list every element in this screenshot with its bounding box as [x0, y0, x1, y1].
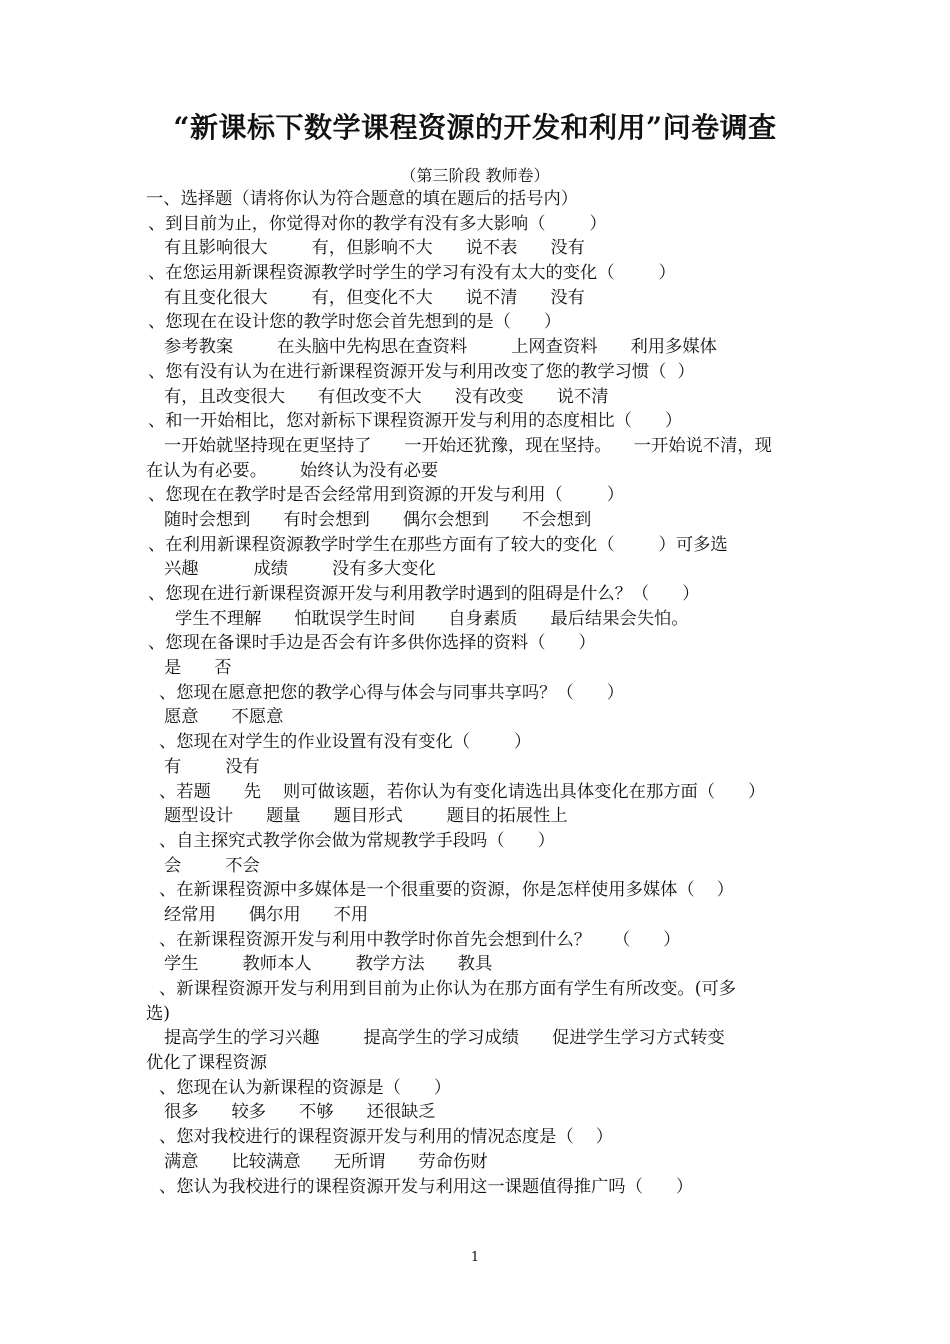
answer-options: 是 否	[164, 658, 232, 679]
answer-options: 兴趣 成绩 没有多大变化	[164, 559, 436, 580]
question-text: 、到目前为止，你觉得对你的教学有没有多大影响（ ）	[148, 213, 607, 234]
answer-options: 参考教案 在头脑中先构思在查资料 上网查资料 利用多媒体	[164, 337, 717, 358]
answer-options: 愿意 不愿意	[164, 707, 284, 728]
question-text: 、若题 先 则可做该题，若你认为有变化请选出具体变化在那方面（ ）	[148, 781, 766, 802]
answer-options: 有且变化很大 有，但变化不大 说不清 没有	[164, 287, 585, 308]
answer-options: 随时会想到 有时会想到 偶尔会想到 不会想到	[164, 509, 592, 530]
answer-options: 一开始就坚持现在更坚持了 一开始还犹豫，现在坚持。 一开始说不清，现	[164, 435, 772, 456]
question-list	[146, 212, 816, 1200]
question-text: 、您对我校进行的课程资源开发与利用的情况态度是（ ）	[148, 1127, 613, 1148]
answer-options: 学生 教师本人 教学方法 教具	[164, 954, 493, 975]
question-text: 、新课程资源开发与利用到目前为止你认为在那方面有学生有所改变。(可多	[148, 979, 737, 999]
question-text: 、和一开始相比，您对新标下课程资源开发与利用的态度相比（ ）	[148, 411, 683, 432]
answer-options: 经常用 偶尔用 不用	[164, 904, 369, 925]
answer-options: 很多 较多 不够 还很缺乏	[164, 1102, 436, 1123]
question-text: 、您现在进行新课程资源开发与利用教学时遇到的阻碍是什么？（ ）	[148, 584, 700, 604]
question-text: 、您现在愿意把您的教学心得与体会与同事共享吗？（ ）	[148, 682, 624, 703]
question-text: 、您认为我校进行的课程资源开发与利用这一课题值得推广吗（ ）	[148, 1176, 694, 1197]
question-text: 、自主探究式教学你会做为常规教学手段吗（ ）	[148, 830, 555, 851]
question-text: 、您现在备课时手边是否会有许多供你选择的资料（ ）	[148, 633, 596, 654]
question-text: 、您现在认为新课程的资源是（ ）	[148, 1077, 452, 1098]
question-text: 、您现在在设计您的教学时您会首先想到的是（ ）	[148, 312, 562, 333]
answer-options: 提高学生的学习兴趣 提高学生的学习成绩 促进学生学习方式转变	[164, 1028, 725, 1049]
answer-options: 有 没有	[164, 756, 260, 777]
document-title: “新课标下数学课程资源的开发和利用”问卷调查	[173, 111, 777, 144]
answer-options: 题型设计 题量 题目形式 题目的拓展性上	[164, 806, 568, 827]
answer-options-continued: 优化了课程资源	[146, 1053, 267, 1074]
question-text: 、您现在在教学时是否会经常用到资源的开发与利用（ ）	[148, 485, 624, 506]
section-heading: 一、选择题（请将你认为符合题意的填在题后的括号内）	[146, 189, 579, 209]
question-text: 、在新课程资源中多媒体是一个很重要的资源，你是怎样使用多媒体（ ）	[148, 880, 734, 901]
document-subtitle: （第三阶段 教师卷）	[400, 166, 550, 185]
question-text: 、在新课程资源开发与利用中教学时你首先会想到什么？ （ ）	[148, 929, 681, 950]
question-text-continued: 选)	[146, 1003, 171, 1024]
question-text: 、您有没有认为在进行新课程资源开发与利用改变了您的教学习惯（ ）	[148, 361, 695, 382]
page-number: 1	[470, 1250, 480, 1265]
answer-options: 有，且改变很大 有但改变不大 没有改变 说不清	[164, 386, 609, 407]
question-text: 、在利用新课程资源教学时学生在那些方面有了较大的变化（ ）可多选	[148, 534, 728, 555]
answer-options: 有且影响很大 有，但影响不大 说不表 没有	[164, 238, 585, 259]
answer-options: 会 不会	[164, 855, 260, 876]
question-text: 、在您运用新课程资源教学时学生的学习有没有太大的变化（ ）	[148, 263, 676, 284]
question-text: 、您现在对学生的作业设置有没有变化（ ）	[148, 732, 532, 753]
answer-options: 满意 比较满意 无所谓 劳命伤财	[164, 1151, 488, 1172]
questionnaire-body	[146, 187, 816, 1199]
answer-options: 学生不理解 怕耽误学生时间 自身素质 最后结果会失怕。	[164, 608, 689, 629]
answer-options-continued: 在认为有必要。 始终认为没有必要	[146, 460, 439, 481]
